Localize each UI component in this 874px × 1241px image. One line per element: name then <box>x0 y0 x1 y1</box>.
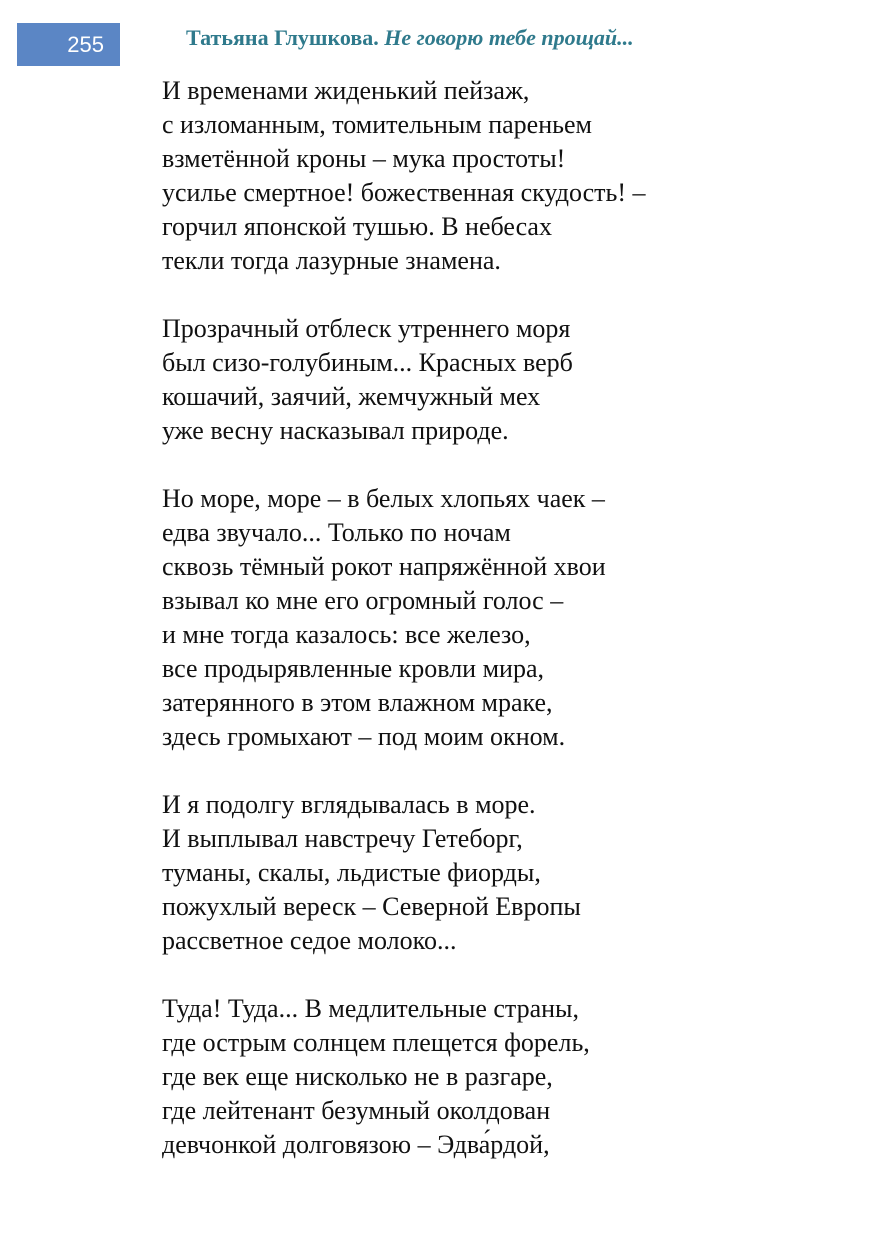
poem-stanza <box>162 74 646 278</box>
page-number: 255 <box>67 31 104 57</box>
poem-line: Прозрачный отблеск утреннего моря <box>162 314 571 343</box>
poem-line: здесь громыхают – под моим окном. <box>162 722 566 751</box>
poem-line: И выплывал навстречу Гетеборг, <box>162 824 523 853</box>
poem-line: где острым солнцем плещется форель, <box>162 1028 590 1057</box>
header-author: Татьяна Глушкова. <box>186 25 379 50</box>
header-title: Не говорю тебе прощай... <box>384 25 634 50</box>
poem-stanza <box>162 992 646 1162</box>
poem-line: рассветное седое молоко... <box>162 926 457 955</box>
poem-line: туманы, скалы, льдистые фиорды, <box>162 858 541 887</box>
poem-line: пожухлый вереск – Северной Европы <box>162 892 581 921</box>
poem-stanza <box>162 312 646 448</box>
poem-line: с изломанным, томительным пареньем <box>162 110 592 139</box>
page-number-badge <box>17 23 120 66</box>
poem-line: где век еще нисколько не в разгаре, <box>162 1062 553 1091</box>
poem-line: затерянного в этом влажном мраке, <box>162 688 553 717</box>
poem-line: едва звучало... Только по ночам <box>162 518 511 547</box>
poem-stanza <box>162 482 646 754</box>
poem-line: взывал ко мне его огромный голос – <box>162 586 564 615</box>
running-header <box>186 25 634 51</box>
poem-line: и мне тогда казалось: все железо, <box>162 620 531 649</box>
poem-line: кошачий, заячий, жемчужный мех <box>162 382 541 411</box>
poem-line: где лейтенант безумный околдован <box>162 1096 551 1125</box>
poem-line: взметённой кроны – мука простоты! <box>162 144 566 173</box>
poem-body <box>162 74 646 1196</box>
poem-line: сквозь тёмный рокот напряжённой хвои <box>162 552 606 581</box>
poem-stanza <box>162 788 646 958</box>
poem-line: горчил японской тушью. В небесах <box>162 212 552 241</box>
poem-line: И временами жиденький пейзаж, <box>162 76 530 105</box>
poem-line: текли тогда лазурные знамена. <box>162 246 501 275</box>
poem-line: уже весну насказывал природе. <box>162 416 509 445</box>
poem-line: был сизо-голубиным... Красных верб <box>162 348 573 377</box>
poem-line: все продырявленные кровли мира, <box>162 654 544 683</box>
poem-line: усилье смертное! божественная скудость! – <box>162 178 646 207</box>
poem-line: Но море, море – в белых хлопьях чаек – <box>162 484 605 513</box>
poem-line: И я подолгу вглядывалась в море. <box>162 790 536 819</box>
poem-line: Туда! Туда... В медлительные страны, <box>162 994 580 1023</box>
poem-line: девчонкой долговязою – Эдва́рдой, <box>162 1130 550 1159</box>
